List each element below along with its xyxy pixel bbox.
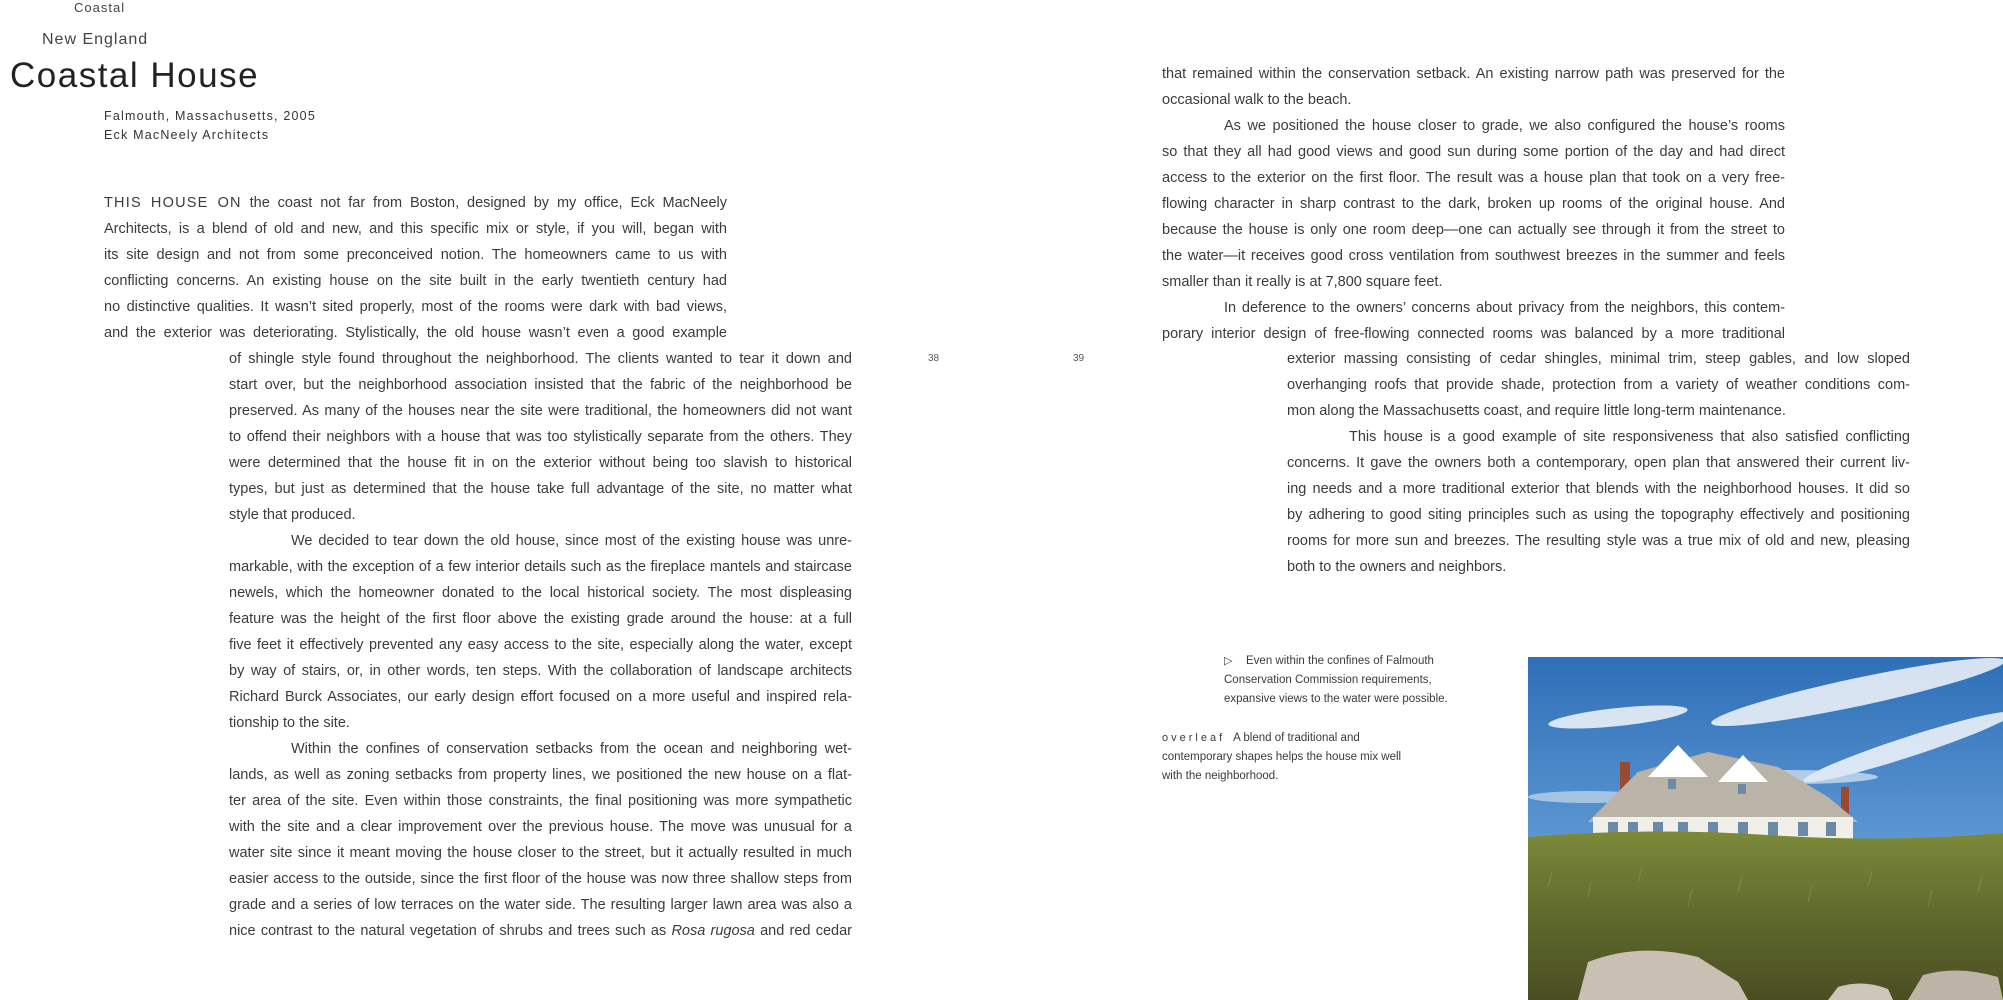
text-line: were determined that the house fit in on the exterior without being too slavish to historical: [229, 455, 852, 471]
page-title: Coastal House: [10, 56, 260, 95]
caption-line: expansive views to the water were possible.: [1224, 693, 1448, 705]
text-line: water site since it meant moving the house closer to the street, but it actually resulted in much: [229, 845, 852, 861]
text-line: no distinctive qualities. It wasn’t sited properly, most of the rooms were dark with bad views,: [104, 299, 727, 315]
text-line: tionship to the site.: [229, 715, 350, 731]
text-line: occasional walk to the beach.: [1162, 92, 1352, 108]
text-line: We decided to tear down the old house, since most of the existing house was unre-: [291, 533, 852, 549]
caption-line: Conservation Commission requirements,: [1224, 674, 1432, 686]
photo-caption: [1224, 652, 1484, 709]
caption-line: with the neighborhood.: [1162, 770, 1279, 782]
text-line: grade and a series of low terraces on the water side. The resulting larger lawn area was also a: [229, 897, 852, 913]
architect-credit: Eck MacNeely Architects: [104, 128, 270, 142]
text-line: In deference to the owners’ concerns about privacy from the neighbors, this contem-: [1224, 300, 1785, 316]
text-line: to offend their neighbors with a house that was too stylistically separate from the others. They: [229, 429, 852, 445]
text-line: [104, 190, 727, 216]
text-line: and the exterior was deteriorating. Stylistically, the old house wasn’t even a good example: [104, 325, 727, 341]
caption-text: Even within the confines of Falmouth: [1246, 655, 1434, 667]
text-line: easier access to the outside, since the first floor of the house was now three shallow steps from: [229, 871, 852, 887]
text-line: both to the owners and neighbors.: [1287, 559, 1507, 575]
text-line: overhanging roofs that provide shade, protection from a variety of weather conditions com-: [1287, 377, 1910, 393]
text-line: by adhering to good siting principles such as using the topography effectively and positioning: [1287, 507, 1910, 523]
right-column-2: [1287, 346, 1910, 580]
plant-name: Rosa rugosa: [671, 923, 755, 939]
text-span: nice contrast to the natural vegetation of shrubs and trees such as: [229, 923, 667, 939]
text-line: its site design and not from some preconceived notion. The homeowners came to us with: [104, 247, 727, 263]
text-line: exterior massing consisting of cedar shingles, minimal trim, steep gables, and low sloped: [1287, 351, 1910, 367]
text-line: newels, which the homeowner donated to the local historical society. The most displeasing: [229, 585, 852, 601]
text-line: Richard Burck Associates, our early design effort focused on a more useful and inspired rela-: [229, 689, 852, 705]
caption-text: A blend of traditional and: [1233, 732, 1360, 744]
text-line: Architects, is a blend of old and new, and this specific mix or style, if you will, began with: [104, 221, 727, 237]
text-line: porary interior design of free-flowing connected rooms was balanced by a more traditional: [1162, 326, 1785, 342]
text-line: rooms for more sun and breezes. The resulting style was a true mix of old and new, pleasing: [1287, 533, 1910, 549]
caption-line: contemporary shapes helps the house mix well: [1162, 751, 1402, 763]
house-photo: [1528, 657, 2003, 1000]
left-column-1: [104, 190, 727, 346]
section-kicker: Coastal: [74, 0, 126, 15]
text-line: access to the exterior on the first floor. The result was a house plan that took on a very free-: [1162, 170, 1785, 186]
text-span: and red cedar: [760, 923, 852, 939]
text-line: smaller than it really is at 7,800 square feet.: [1162, 274, 1443, 290]
text-span: the coast not far from Boston, designed by my office, Eck MacNeely: [249, 195, 727, 211]
project-location: Falmouth, Massachusetts, 2005: [104, 109, 316, 123]
text-line: the water—it receives good cross ventilation from southwest breezes in the summer and feels: [1162, 248, 1785, 264]
lead-in: THIS HOUSE ON: [104, 195, 242, 211]
text-line: preserved. As many of the houses near the site were traditional, the homeowners did not want: [229, 403, 852, 419]
triangle-right-icon: ▷: [1224, 655, 1233, 667]
text-line: types, but just as determined that the house take full advantage of the site, no matter what: [229, 481, 852, 497]
text-line: flowing character in sharp contrast to the dark, broken up rooms of the original house. And: [1162, 196, 1785, 212]
text-line: feature was the height of the first floor above the existing grade around the house: at a full: [229, 611, 852, 627]
house-photo-illustration: [1528, 657, 2003, 1000]
text-line: so that they all had good views and good sun during some portion of the day and had direct: [1162, 144, 1785, 160]
text-line: markable, with the exception of a few interior details such as the fireplace mantels and staircase: [229, 559, 852, 575]
text-line: ing needs and a more traditional exterior that blends with the neighborhood houses. It did so: [1287, 481, 1910, 497]
caption-line: [1162, 729, 1442, 748]
caption-label: overleaf: [1162, 732, 1226, 744]
right-column-1: [1162, 61, 1785, 347]
text-line: concerns. It gave the owners both a contemporary, open plan that answered their current liv-: [1287, 455, 1910, 471]
text-line: conflicting concerns. An existing house on the site built in the early twentieth century had: [104, 273, 727, 289]
text-line: with the site and a clear improvement over the previous house. The move was unusual for a: [229, 819, 852, 835]
region-label: New England: [42, 31, 149, 48]
text-line: [229, 918, 852, 944]
text-line: ter area of the site. Even within those constraints, the final positioning was more sympathetic: [229, 793, 852, 809]
text-line: five feet it effectively prevented any easy access to the site, especially along the water, except: [229, 637, 852, 653]
text-line: start over, but the neighborhood association insisted that the fabric of the neighborhood be: [229, 377, 852, 393]
text-line: mon along the Massachusetts coast, and require little long-term maintenance.: [1287, 403, 1786, 419]
text-line: This house is a good example of site responsiveness that also satisfied conflicting: [1349, 429, 1910, 445]
overleaf-caption: [1162, 729, 1442, 786]
text-line: because the house is only one room deep—one can actually see through it from the street to: [1162, 222, 1785, 238]
text-line: of shingle style found throughout the neighborhood. The clients wanted to tear it down and: [229, 351, 852, 367]
text-line: lands, as well as zoning setbacks from property lines, we positioned the new house on a flat-: [229, 767, 852, 783]
page-number-left: 38: [928, 353, 940, 364]
caption-line: [1224, 652, 1484, 671]
page-number-right: 39: [1073, 353, 1085, 364]
text-line: style that produced.: [229, 507, 356, 523]
text-line: Within the confines of conservation setbacks from the ocean and neighboring wet-: [291, 741, 852, 757]
text-line: that remained within the conservation setback. An existing narrow path was preserved for the: [1162, 66, 1785, 82]
text-line: As we positioned the house closer to grade, we also configured the house’s rooms: [1224, 118, 1785, 134]
text-line: by way of stairs, or, in other words, ten steps. With the collaboration of landscape architects: [229, 663, 852, 679]
left-column-2: [229, 346, 852, 944]
